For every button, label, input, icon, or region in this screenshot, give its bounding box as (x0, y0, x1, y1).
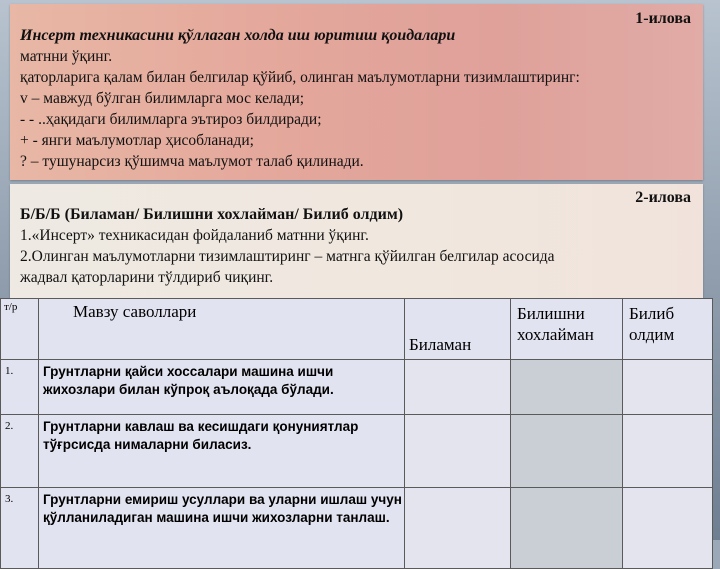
header-want-line2: хохлайман (517, 325, 594, 344)
cell-want-to-know[interactable] (511, 488, 623, 569)
row-question: Грунтларни қайси хоссалари машина ишчи жихозлари билан кўпроқ аълоқада бўлади. (39, 360, 405, 415)
appendix-2-line: 2.Олинган маълумотларни тизимлаштиринг – матнга қўйилган белгилар асосида (20, 248, 555, 265)
bbb-table (0, 298, 713, 569)
row-number: 2. (1, 415, 39, 488)
cell-learned[interactable] (623, 360, 713, 415)
cell-want-to-know[interactable] (511, 360, 623, 415)
cell-learned[interactable] (623, 488, 713, 569)
cell-know[interactable] (405, 488, 511, 569)
cell-want-to-know[interactable] (511, 415, 623, 488)
appendix-1-line: + - янги маълумотлар ҳисобланади; (20, 132, 254, 149)
appendix-1-line: ? – тушунарсиз қўшимча маълумот талаб қилинади. (20, 153, 364, 170)
header-learned-line2: олдим (629, 325, 675, 344)
appendix-2-line: жадвал қаторларини тўлдириб чиқинг. (20, 269, 274, 286)
appendix-1-panel (10, 4, 703, 180)
row-number: 3. (1, 488, 39, 569)
header-learned-line1: Билиб (629, 304, 675, 323)
row-question: Грунтларни емириш усуллари ва уларни ишлаш учун қўлланиладиган машина ишчи жихозларни танлаш. (39, 488, 405, 569)
header-number: т/р (1, 299, 39, 360)
appendix-1-line: - - ..ҳақидаги билимларга эътироз билдиради; (20, 111, 322, 128)
table-row (1, 360, 713, 415)
appendix-1-line: қаторларига қалам билан белгилар қўйиб, олинган маълумотларни тизимлаштиринг: (20, 69, 580, 86)
appendix-2-label: 2-илова (635, 189, 691, 206)
cell-know[interactable] (405, 415, 511, 488)
appendix-1-line: v – мавжуд бўлган билимларга мос келади; (20, 90, 305, 107)
header-want-to-know (511, 299, 623, 360)
appendix-2-panel (10, 184, 703, 302)
appendix-1-label: 1-илова (635, 10, 691, 27)
table-row (1, 488, 713, 569)
header-learned (623, 299, 713, 360)
appendix-1-line: матнни ўқинг. (20, 48, 113, 65)
row-number: 1. (1, 360, 39, 415)
cell-learned[interactable] (623, 415, 713, 488)
cell-know[interactable] (405, 360, 511, 415)
header-topic: Мавзу саволлари (39, 299, 405, 360)
table-header-row (1, 299, 713, 360)
appendix-1-title: Инсерт техникасини қўллаган холда иш юритиш қоидалари (20, 27, 456, 44)
appendix-2-title: Б/Б/Б (Биламан/ Билишни хохлайман/ Билиб олдим) (20, 206, 404, 223)
appendix-2-line: 1.«Инсерт» техникасидан фойдаланиб матнни ўқинг. (20, 227, 369, 244)
table-row (1, 415, 713, 488)
row-question: Грунтларни кавлаш ва кесишдаги қонуниятлар тўғрсисда нималарни биласиз. (39, 415, 405, 488)
header-want-line1: Билишни (517, 304, 585, 323)
header-know: Биламан (405, 299, 511, 360)
